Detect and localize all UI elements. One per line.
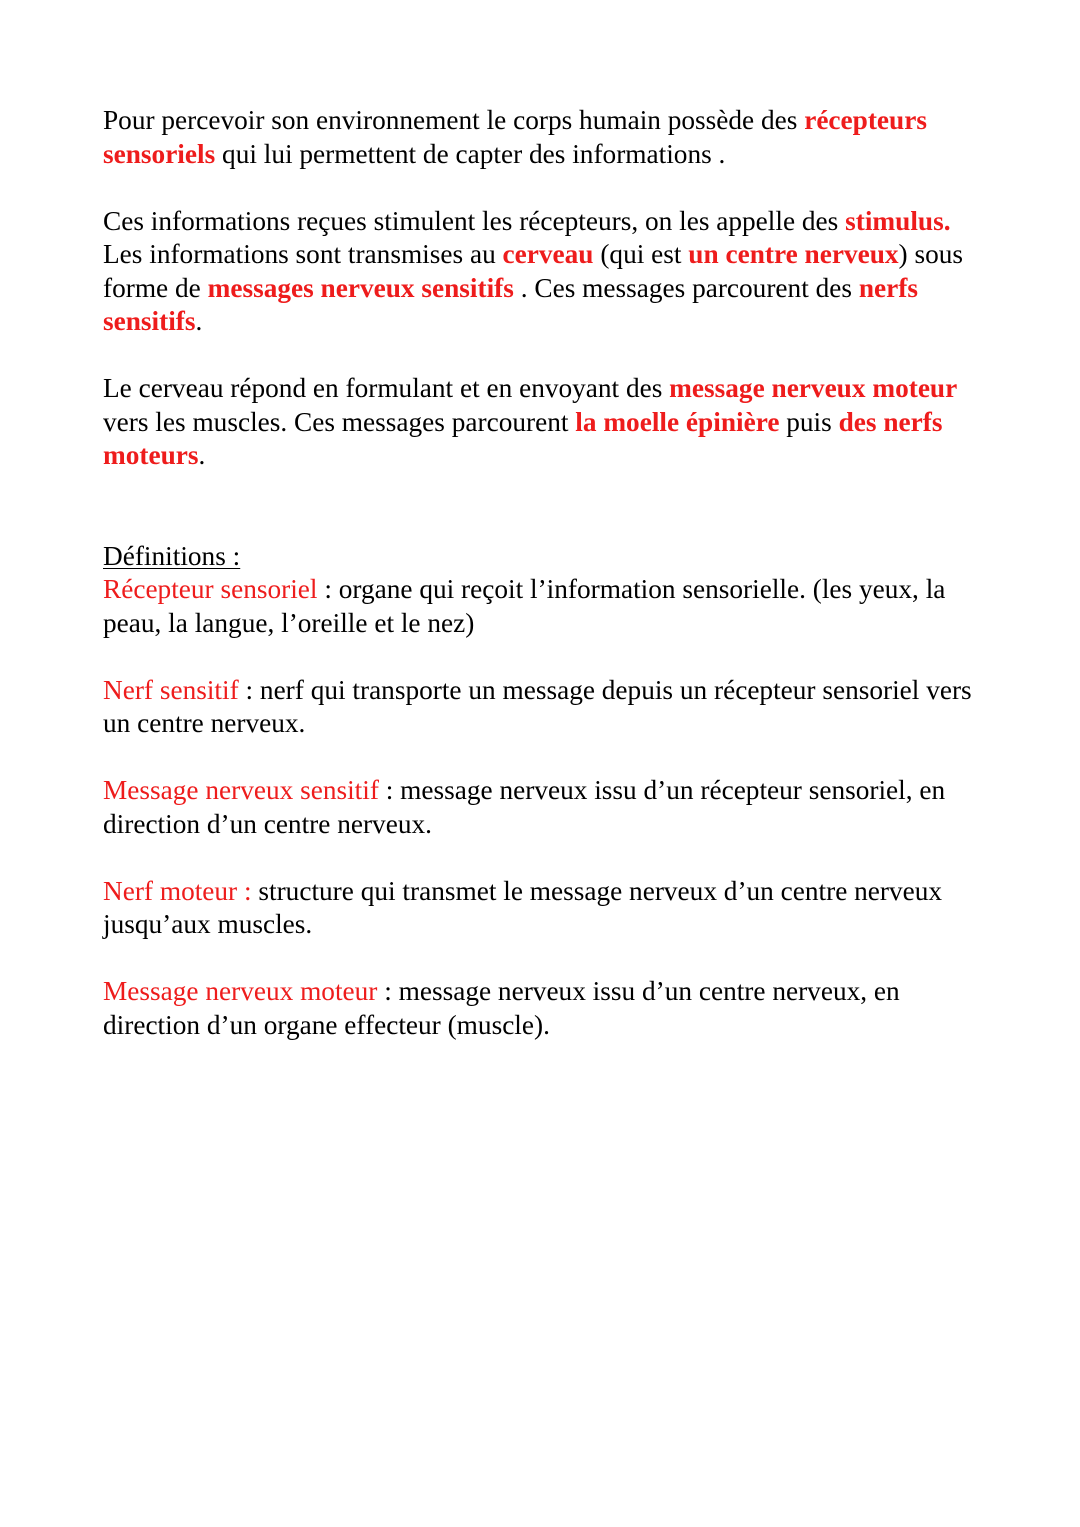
paragraph-spacer — [103, 741, 983, 775]
key-term-centre-nerveux: un centre nerveux — [688, 239, 899, 269]
text-run: vers les muscles. Ces messages parcourent — [103, 406, 576, 437]
key-term-message-nerveux-moteur: message nerveux moteur — [669, 373, 958, 403]
definition-nerf-moteur — [103, 875, 983, 942]
paragraph-brain-response — [103, 372, 983, 473]
text-run: Le cerveau répond en formulant et en envoyant des — [103, 373, 670, 403]
text-run: . — [198, 440, 206, 470]
text-run: qui lui permettent de capter des informations . — [215, 138, 726, 169]
definition-term: Message nerveux sensitif — [103, 775, 379, 805]
paragraph-receptors — [103, 104, 983, 171]
text-run: ) sous forme de — [103, 239, 964, 303]
paragraph-stimulus — [103, 205, 983, 339]
text-run: Ces informations reçues stimulent les récepteurs, on les appelle des — [103, 205, 846, 236]
paragraph-spacer — [103, 942, 983, 976]
key-term-messages-nerveux-sensitifs: messages nerveux sensitifs — [207, 272, 514, 303]
definitions-heading: Définitions : — [103, 540, 241, 571]
definition-term: Nerf sensitif — [103, 674, 239, 705]
definition-text: : message nerveux issu d’un récepteur sensoriel, en direction d’un centre nerveux. — [103, 775, 946, 839]
text-run: (qui est — [593, 239, 689, 269]
definition-message-nerveux-moteur — [103, 975, 983, 1042]
text-run: puis — [779, 406, 839, 437]
definition-text: : organe qui reçoit l’information sensorielle. (les yeux, la peau, la langue, l’oreille et le nez) — [103, 574, 946, 638]
definition-text: : message nerveux issu d’un centre nerveux, en direction d’un organe effecteur (muscle). — [103, 976, 900, 1040]
text-run: Pour percevoir son environnement le corps humain possède des — [103, 105, 805, 135]
paragraph-spacer — [103, 171, 983, 205]
text-run: . — [195, 306, 203, 336]
key-term-nerfs-sensitifs: nerfs sensitifs — [103, 272, 918, 336]
definition-recepteur-sensoriel — [103, 573, 983, 640]
section-spacer — [103, 473, 983, 540]
definition-term: Récepteur sensoriel — [103, 574, 318, 604]
definition-term: Message nerveux moteur — [103, 976, 378, 1006]
definition-text: : nerf qui transporte un message depuis un récepteur sensoriel vers un centre nerveux. — [103, 674, 972, 738]
text-run: Les informations sont transmises au — [103, 239, 503, 269]
text-run: . Ces messages parcourent des — [513, 272, 859, 303]
definition-nerf-sensitif — [103, 674, 983, 741]
key-term-recepteurs-sensoriels: récepteurs sensoriels — [103, 105, 927, 169]
definition-term: Nerf moteur : — [103, 875, 252, 906]
paragraph-spacer — [103, 640, 983, 674]
document-page — [103, 104, 983, 1042]
key-term-stimulus: stimulus. — [845, 205, 951, 236]
paragraph-spacer — [103, 339, 983, 373]
paragraph-spacer — [103, 841, 983, 875]
definition-text: structure qui transmet le message nerveux d’un centre nerveux jusqu’aux muscles. — [103, 875, 943, 939]
key-term-moelle-epiniere: la moelle épinière — [575, 406, 780, 437]
key-term-cerveau: cerveau — [502, 239, 594, 269]
key-term-nerfs-moteurs: des nerfs moteurs — [103, 406, 943, 470]
definition-message-nerveux-sensitif — [103, 774, 983, 841]
